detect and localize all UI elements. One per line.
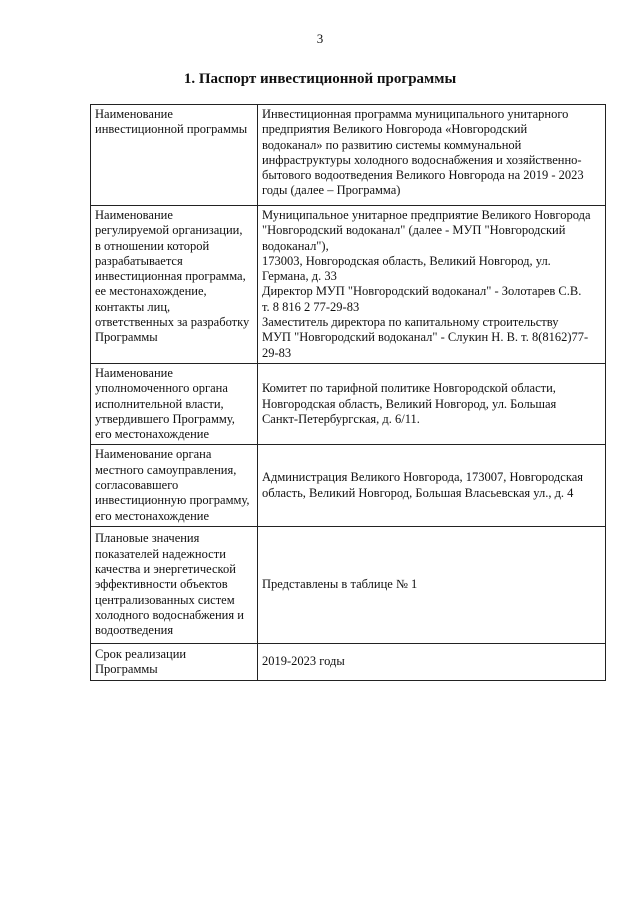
value-line: 2019-2023 годы	[261, 654, 345, 669]
value-line: Заместитель директора по капитальному строительству	[261, 315, 559, 330]
row-label-cell	[91, 105, 258, 206]
value-line: Санкт-Петербургская, д. 6/11.	[261, 411, 420, 426]
label-line: исполнительной власти,	[95, 396, 224, 411]
value-line: Инвестиционная программа муниципального унитарного	[261, 107, 569, 121]
value-line: 173003, Новгородская область, Великий Новгород, ул.	[261, 253, 551, 268]
table-row	[91, 445, 606, 526]
value-line: бытового водоотведения Великого Новгорода на 2019 - 2023	[261, 168, 584, 183]
table-row	[91, 206, 606, 364]
label-line: Наименование	[95, 365, 173, 380]
label-line: водоотведения	[95, 623, 174, 638]
row-value-cell	[257, 526, 605, 643]
row-label-cell	[91, 363, 258, 444]
page-number: 3	[316, 31, 324, 46]
row-value-cell	[257, 105, 605, 206]
value-line: область, Великий Новгород, Большая Власьевская ул., д. 4	[261, 485, 574, 500]
label-line: ее местонахождение,	[95, 284, 207, 299]
value-line: 29-83	[261, 345, 292, 360]
label-line: качества и энергетической	[95, 561, 236, 576]
value-line: предприятия Великого Новгорода «Новгородский	[261, 122, 528, 137]
label-line: в отношении которой	[95, 238, 210, 253]
value-line: водоканал"),	[261, 238, 329, 253]
label-line: эффективности объектов	[95, 577, 228, 592]
label-line: согласовавшего	[95, 478, 179, 493]
row-label-cell	[91, 206, 258, 364]
label-line: ответственных за разработку	[95, 315, 250, 330]
label-line: инвестиционная программа,	[95, 269, 246, 284]
label-line: инвестиционную программу,	[95, 493, 250, 508]
label-line: Программы	[95, 661, 158, 676]
value-line: Муниципальное унитарное предприятие Великого Новгорода	[261, 208, 591, 222]
label-line: Срок реализации	[95, 646, 187, 661]
label-line: уполномоченного органа	[95, 381, 228, 396]
value-line: Администрация Великого Новгорода, 173007, Новгородская	[261, 470, 584, 485]
value-line: т. 8 816 2 77-29-83	[261, 299, 360, 314]
label-line: утвердившего Программу,	[95, 411, 235, 426]
label-line: Наименование	[95, 208, 173, 222]
label-line: разрабатывается	[95, 253, 183, 268]
label-line: централизованных систем	[95, 592, 235, 607]
row-label-cell	[91, 643, 258, 680]
label-line: регулируемой организации,	[95, 223, 243, 238]
table-row	[91, 526, 606, 643]
label-line: Плановые значения	[95, 531, 200, 546]
table-row	[91, 363, 606, 444]
value-line: Директор МУП "Новгородский водоканал" - Золотарев С.В.	[261, 284, 582, 299]
value-line: водоканал» по развитию системы коммунальной	[261, 137, 522, 152]
value-line: Комитет по тарифной политике Новгородской области,	[261, 381, 556, 396]
value-line: Представлены в таблице № 1	[261, 577, 418, 592]
row-value-cell	[257, 363, 605, 444]
row-value-cell	[257, 445, 605, 526]
row-value-cell	[257, 206, 605, 364]
label-line: его местонахождение	[95, 508, 210, 523]
label-line: инвестиционной программы	[95, 122, 248, 137]
value-line: "Новгородский водоканал" (далее - МУП "Новгородский	[261, 223, 566, 238]
label-line: Наименование	[95, 107, 173, 121]
value-line: Германа, д. 33	[261, 269, 337, 284]
value-line: МУП "Новгородский водоканал" - Слукин Н. В. т. 8(8162)77-	[261, 330, 589, 345]
row-value-cell	[257, 643, 605, 680]
page-title: 1. Паспорт инвестиционной программы	[183, 71, 457, 87]
value-line: инфраструктуры холодного водоснабжения и хозяйственно-	[261, 152, 582, 167]
row-label-cell	[91, 526, 258, 643]
label-line: Наименование органа	[95, 447, 212, 462]
label-line: местного самоуправления,	[95, 462, 237, 477]
row-label-cell	[91, 445, 258, 526]
label-line: Программы	[95, 330, 158, 345]
passport-table	[90, 104, 606, 681]
label-line: его местонахождение	[95, 427, 210, 442]
table-row	[91, 643, 606, 680]
value-line: годы (далее – Программа)	[261, 183, 401, 198]
value-line: Новгородская область, Великий Новгород, ул. Большая	[261, 396, 557, 411]
label-line: показателей надежности	[95, 546, 226, 561]
label-line: холодного водоснабжения и	[95, 607, 244, 622]
table-row	[91, 105, 606, 206]
label-line: контакты лиц,	[95, 299, 171, 314]
